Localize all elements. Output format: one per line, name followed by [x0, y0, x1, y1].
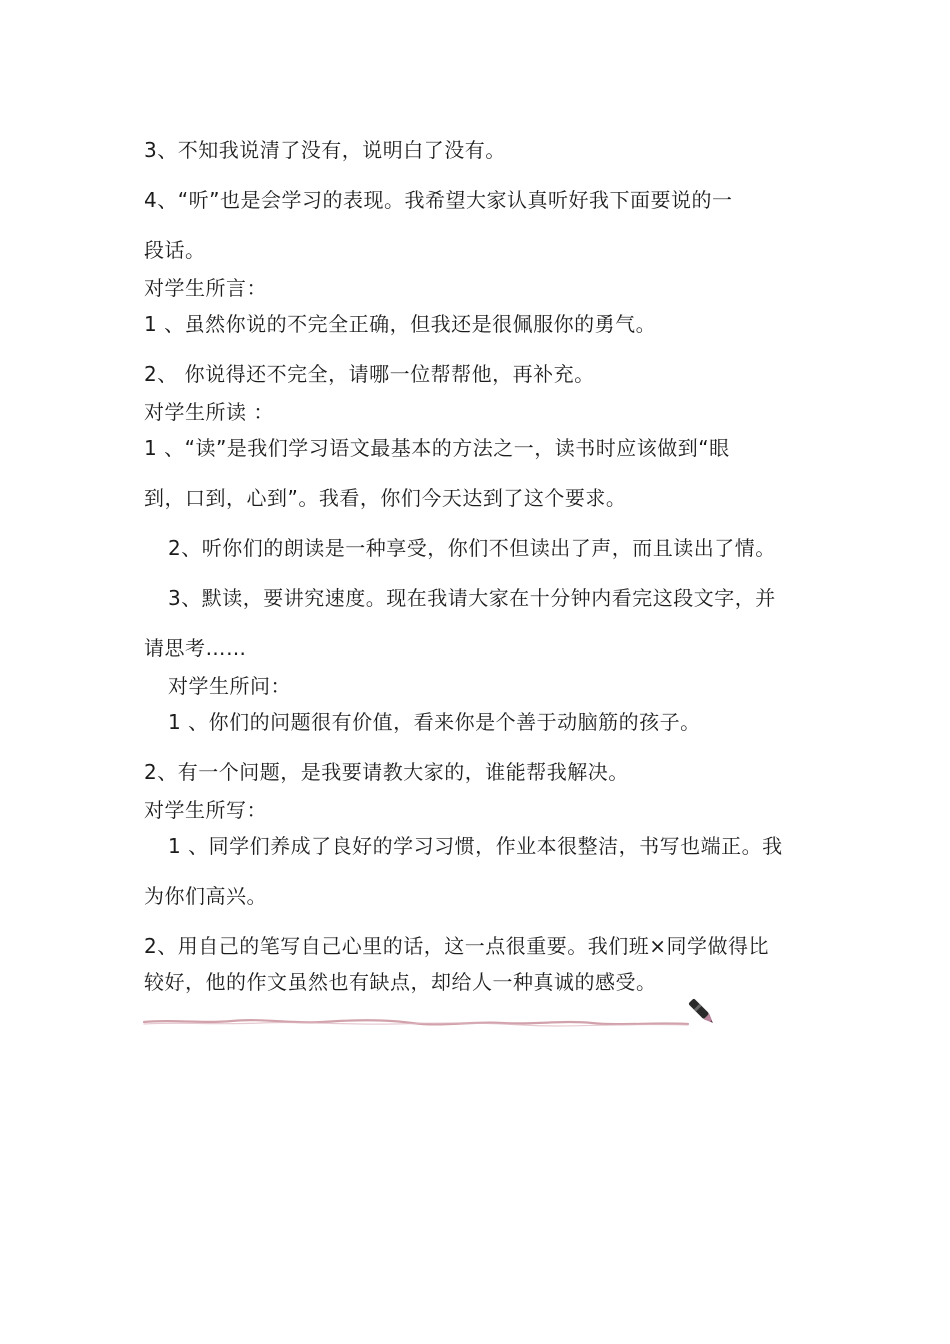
reading-response-2: 2、听你们的朗读是一种享受，你们不但读出了声，而且读出了情。	[168, 536, 776, 560]
section-heading-speech: 对学生所言：	[144, 276, 267, 300]
section-heading-writing: 对学生所写：	[144, 798, 267, 822]
reading-response-1-line-1: 1 、“读”是我们学习语文最基本的方法之一，读书时应该做到“眼	[144, 436, 730, 460]
writing-response-2-line-2: 较好，他的作文虽然也有缺点，却给人一种真诚的感受。	[144, 970, 657, 994]
writing-response-2-line-1: 2、用自己的笔写自己心里的话，这一点很重要。我们班×同学做得比	[144, 934, 769, 958]
speech-response-2: 2、 你说得还不完全，请哪一位帮帮他，再补充。	[144, 362, 595, 386]
pen-icon	[684, 994, 722, 1032]
section-heading-questions: 对学生所问：	[168, 674, 291, 698]
reading-response-3-line-1: 3、默读，要讲究速度。现在我请大家在十分钟内看完这段文字，并	[168, 586, 776, 610]
speech-item-3: 3、不知我说清了没有，说明白了没有。	[144, 138, 506, 162]
speech-response-1: 1 、虽然你说的不完全正确，但我还是很佩服你的勇气。	[144, 312, 657, 336]
reading-response-1-line-2: 到，口到，心到”。我看，你们今天达到了这个要求。	[144, 486, 627, 510]
listening-item-4-line-2: 段话。	[144, 238, 206, 262]
writing-response-1-line-1: 1 、同学们养成了良好的学习习惯，作业本很整洁，书写也端正。我	[168, 834, 783, 858]
decorative-divider	[142, 1012, 690, 1032]
question-response-1: 1 、你们的问题很有价值，看来你是个善于动脑筋的孩子。	[168, 710, 701, 734]
section-heading-reading: 对学生所读 ：	[144, 400, 274, 424]
reading-response-3-line-2: 请思考……	[144, 636, 247, 660]
writing-response-1-line-2: 为你们高兴。	[144, 884, 267, 908]
listening-item-4-line-1: 4、“听”也是会学习的表现。我希望大家认真听好我下面要说的一	[144, 188, 733, 212]
question-response-2: 2、有一个问题，是我要请教大家的，谁能帮我解决。	[144, 760, 629, 784]
